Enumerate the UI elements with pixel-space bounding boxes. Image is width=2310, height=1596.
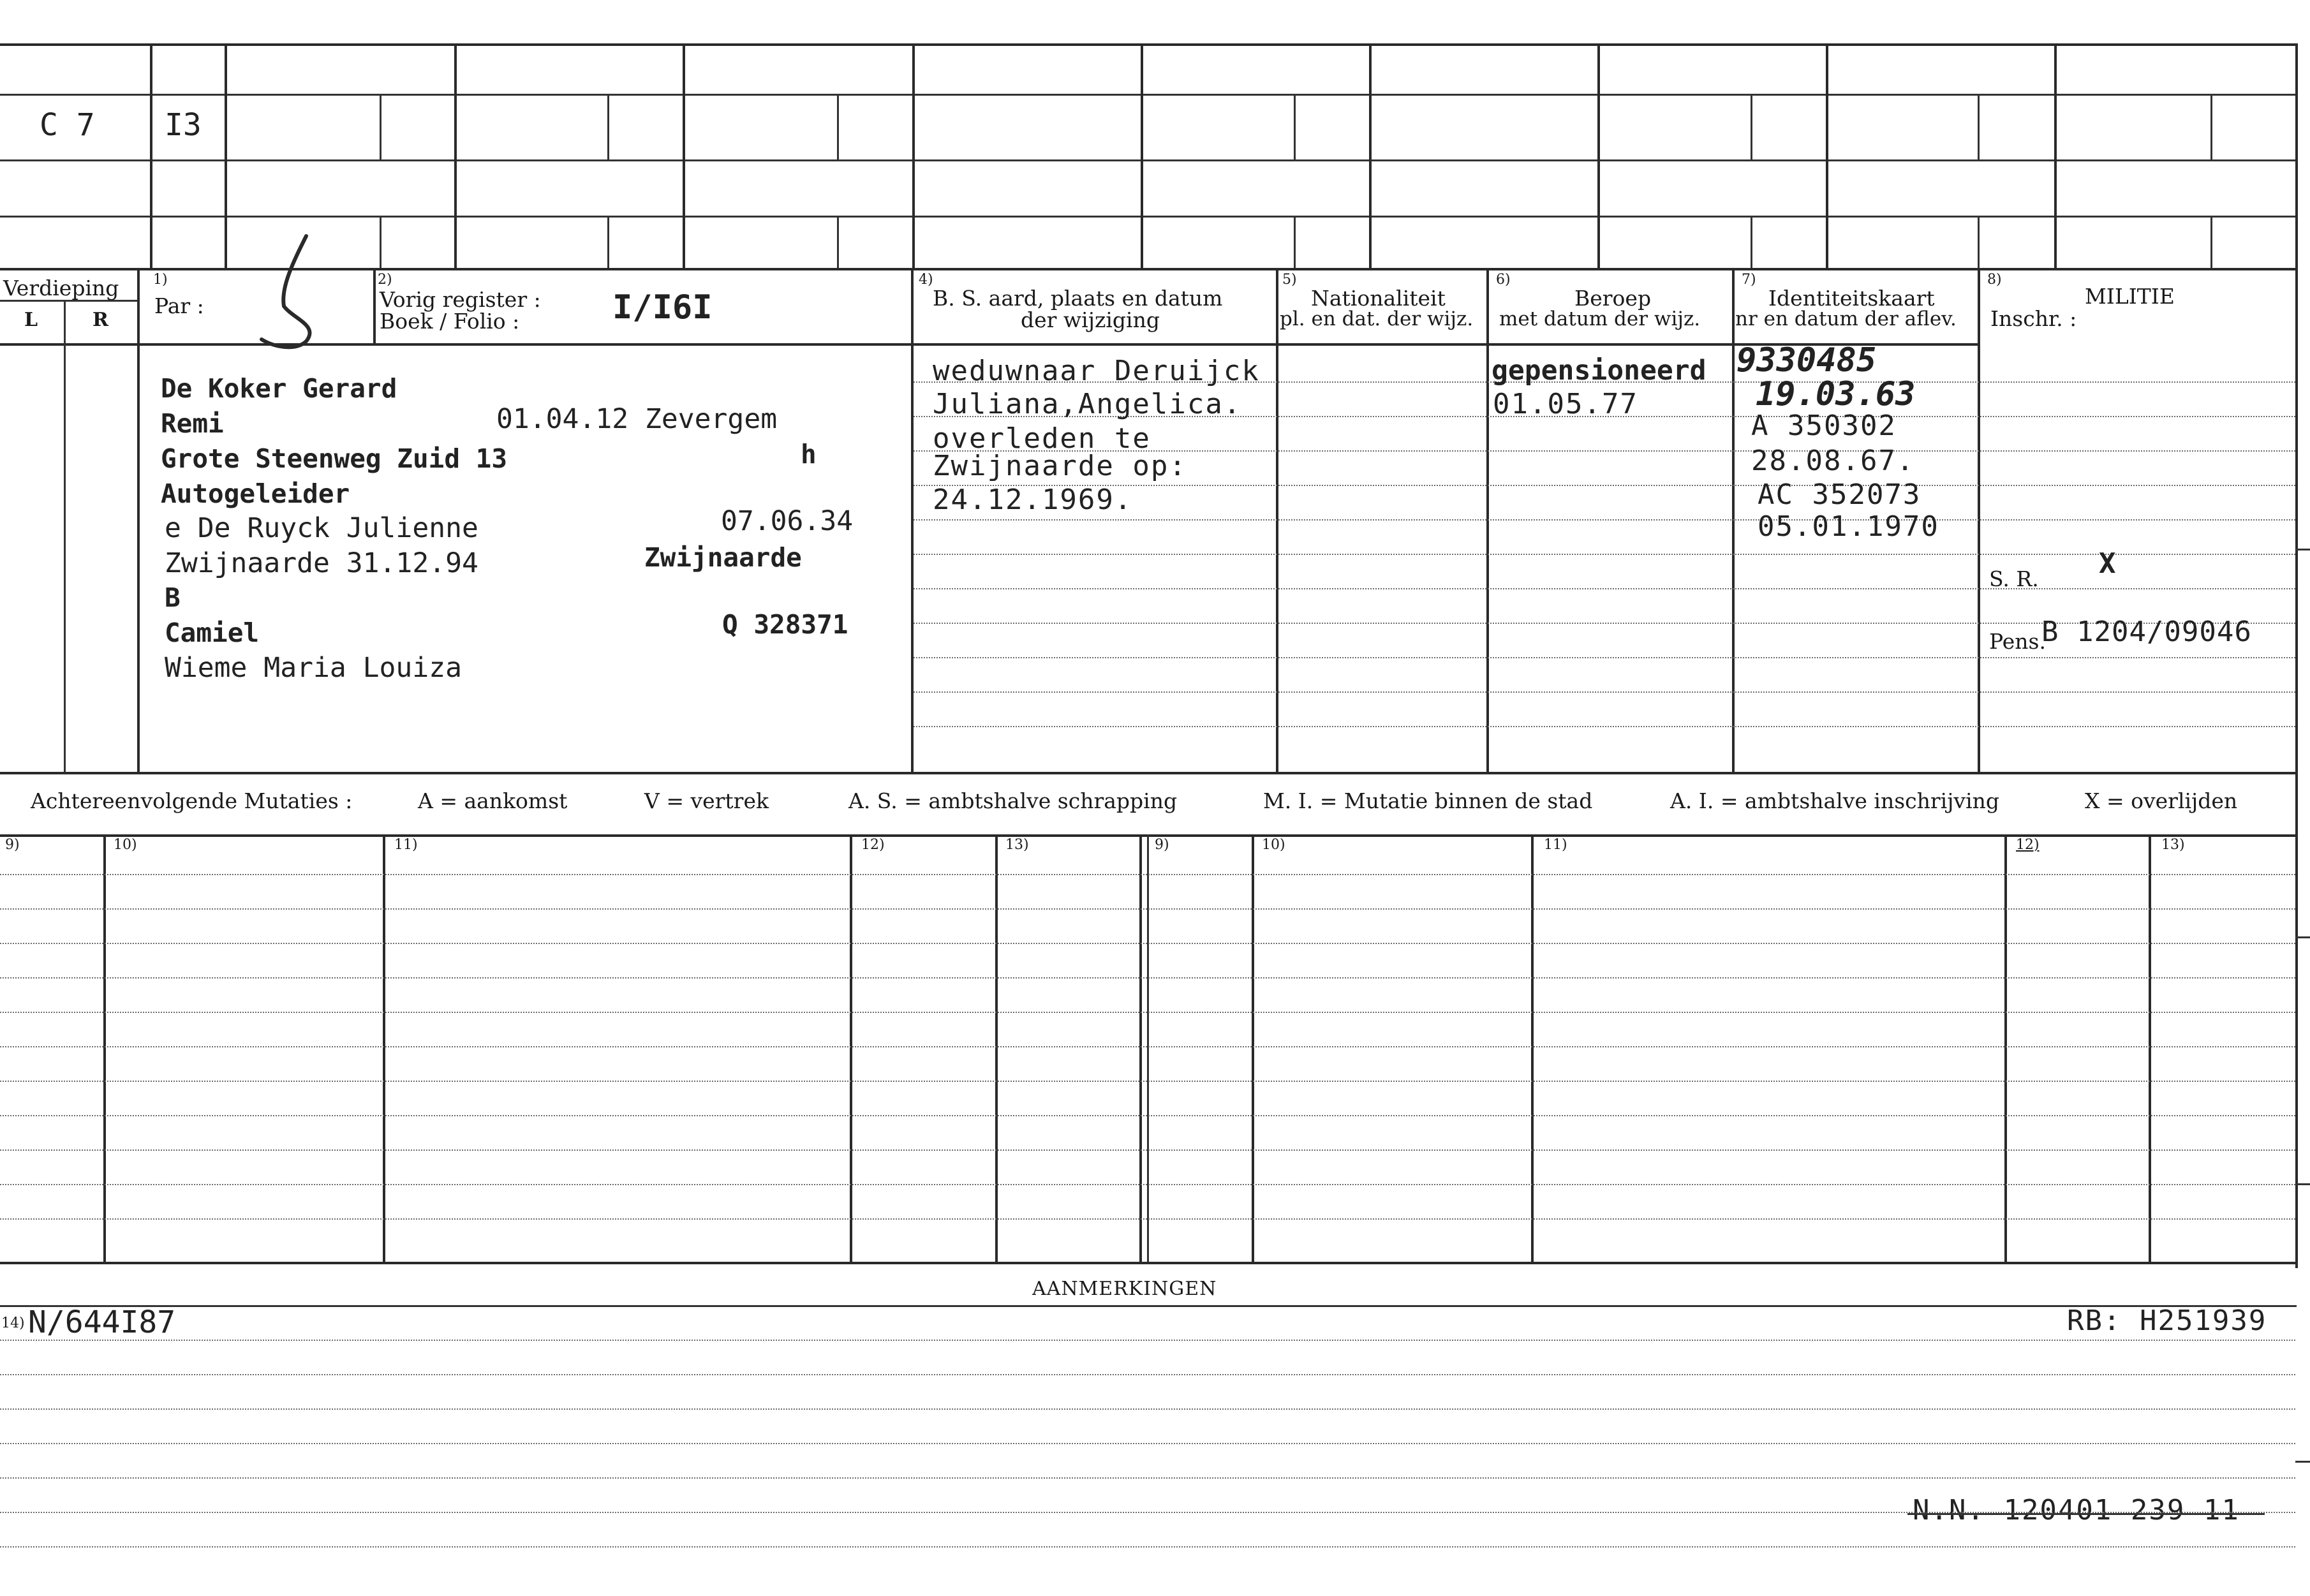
margin-tick [2295,936,2310,938]
grid-code-left: C 7 [40,107,95,143]
bs-change-line-1: weduwnaar Deruijck [933,355,1260,387]
remarks-right-code: RB: H251939 [2067,1304,2267,1337]
col2-value: I/I6I [612,288,713,327]
bs-change-line-4: Zwijnaarde op: [933,450,1187,482]
pens-value: B 1204/09046 [2041,616,2252,648]
verdieping-split [64,300,66,772]
top-grid-line [0,94,2297,96]
legend-item-schrapping: A. S. = ambtshalve schrapping [848,788,1178,813]
mutation-col-line [1147,834,1149,1262]
mutation-col-line [850,834,852,1262]
col1-label: Par : [154,293,204,318]
person-line-1: De Koker Gerard [161,373,397,404]
col6-number: 6) [1496,272,1511,288]
col7-label-1: Identiteitskaart [1768,286,1935,311]
identity-number-2: A 350302 [1751,410,1897,442]
top-grid-subline [837,216,839,268]
bs-change-line-2: Juliana,Angelica. [933,388,1242,420]
mutation-col-line [1531,834,1534,1262]
mutation-col-line [2149,834,2151,1262]
national-number-strike [1907,1513,2265,1515]
top-grid-vline [1141,43,1143,268]
ruled-line [0,1512,2295,1513]
ruled-line [0,1149,2295,1151]
col5-number: 5) [1282,272,1297,288]
ruled-line [0,1046,2295,1047]
ruled-line [0,1081,2295,1082]
col8-label-2: Inschr. : [1990,306,2077,331]
top-grid-subline [380,94,381,159]
top-grid-subline [2210,216,2212,268]
ruled-line [0,908,2295,910]
ruled-line [0,1374,2295,1375]
col4-label-2: der wijziging [1021,307,1160,332]
top-grid-subline [607,94,609,159]
top-grid-line [0,216,2297,218]
top-grid-subline [1978,216,1980,268]
identity-date-2: 28.08.67. [1751,445,1915,477]
ruled-line [0,977,2295,979]
national-number: N.N. 120401 239 11 [1913,1494,2240,1526]
col4-label-1: B. S. aard, plaats en datum [933,286,1223,311]
ruled-line [0,943,2295,944]
ruled-line [0,874,2295,875]
verdieping-l: L [24,309,38,331]
identity-number-3: AC 352073 [1758,478,1921,511]
sr-label: S. R. [1989,566,2039,591]
ruled-line [0,1184,2295,1185]
bs-change-line-5: 24.12.1969. [933,484,1133,516]
person-line-4: Autogeleider [161,478,350,509]
marriage-place: Zwijnaarde [644,542,802,573]
person-line-8: Camiel [165,617,260,648]
legend-item-aankomst: A = aankomst [418,788,568,813]
col6-label-1: Beroep [1574,286,1652,311]
top-grid-subline [380,216,381,268]
col8-number: 8) [1987,272,2002,288]
verdieping-label: Verdieping [3,276,119,300]
ruled-line [914,588,2295,589]
top-grid-subline [837,94,839,159]
remarks-number: 14) [1,1315,25,1331]
top-grid-subline [1751,94,1752,159]
top-grid-vline [2295,43,2298,1268]
col6-label-2: met datum der wijz. [1499,307,1701,330]
pens-label: Pens. [1989,629,2046,654]
ruled-line [0,1443,2295,1444]
verdieping-r: R [93,309,108,331]
identity-date-1: 19.03.63 [1756,375,1916,413]
mutation-col-12-left: 12) [861,837,885,853]
remarks-header-line [0,1305,2297,1307]
top-grid-subline [1751,216,1752,268]
marker-h: h [801,439,817,469]
top-grid-vline [1597,43,1600,268]
legend-item-inschrijving: A. I. = ambtshalve inschrijving [1670,788,2000,813]
person-line-9: Wieme Maria Louiza [165,652,462,684]
top-grid-vline [1369,43,1372,268]
mutation-col-line [2004,834,2007,1262]
top-grid-vline [150,43,152,268]
mutation-col-line [383,834,385,1262]
ruled-line [0,1546,2295,1548]
person-line-6: Zwijnaarde 31.12.94 [165,547,478,579]
legend-item-overlijden: X = overlijden [2085,788,2238,813]
margin-tick [2295,549,2310,550]
legend-item-mutatie: M. I. = Mutatie binnen de stad [1263,788,1593,813]
identity-date-3: 05.01.1970 [1758,510,1939,543]
ruled-line [0,1012,2295,1013]
top-grid-line [0,159,2297,161]
col4-number: 4) [919,272,933,288]
col1-line [137,268,140,772]
mutation-col-line [1252,834,1254,1262]
remarks-left-code: N/644I87 [28,1304,176,1340]
identity-number-1: 9330485 [1736,341,1877,380]
ruled-line [0,1477,2295,1479]
mutation-col-9-left: 9) [5,837,20,853]
top-grid-vline [1826,43,1828,268]
margin-tick [2295,1461,2310,1463]
beroep-line-2: 01.05.77 [1493,388,1638,420]
col5-label-2: pl. en dat. der wijz. [1280,307,1474,330]
top-grid-vline [225,43,227,268]
remarks-title: AANMERKINGEN [1032,1278,1217,1300]
mutation-col-11-left: 11) [394,837,418,853]
top-grid-line [0,43,2297,46]
par-signature-mark [249,230,338,364]
remarks-top-line [0,1262,2297,1264]
col2-number: 2) [378,272,392,288]
mutation-col-10-right: 10) [1262,837,1285,853]
col8-label-1: MILITIE [2085,284,2175,309]
col2-label-1: Vorig register : [380,287,541,312]
col5-label-1: Nationaliteit [1311,286,1446,311]
id-code: Q 328371 [722,609,848,640]
person-line-7: B [165,582,181,613]
top-grid-subline [607,216,609,268]
ruled-line [914,657,2295,658]
legend-item-vertrek: V = vertrek [644,788,769,813]
col2-label-2: Boek / Folio : [380,309,520,334]
legend-top-line [0,772,2297,774]
mutation-col-13-right: 13) [2161,837,2185,853]
grid-code-mid: I3 [165,107,202,143]
ruled-line [914,519,2295,521]
ruled-line [0,1115,2295,1116]
person-line-5: e De Ruyck Julienne [165,512,478,544]
ruled-line [914,554,2295,555]
ruled-line [0,1218,2295,1220]
margin-tick [2295,1183,2310,1185]
col2-line [373,268,376,343]
mutation-col-line [103,834,106,1262]
ruled-line [914,726,2295,727]
col7-number: 7) [1742,272,1756,288]
person-line-3: Grote Steenweg Zuid 13 [161,443,508,474]
top-grid-line [0,268,2297,270]
col7-label-2: nr en datum der aflev. [1735,307,1957,330]
mutation-col-line [995,834,998,1262]
top-grid-subline [2210,94,2212,159]
beroep-line-1: gepensioneerd [1492,355,1707,387]
mutation-col-12-right: 12) [2016,837,2040,853]
mutation-col-line [1139,834,1142,1262]
ruled-line [0,1340,2295,1341]
mutation-col-11-right: 11) [1544,837,1567,853]
bs-change-line-3: overleden te [933,422,1151,455]
top-grid-vline [2054,43,2057,268]
top-grid-vline [683,43,685,268]
person-line-2: Remi [161,408,224,439]
mutation-col-10-left: 10) [114,837,137,853]
marriage-date: 07.06.34 [721,505,854,537]
ruled-line [914,691,2295,693]
mutation-col-13-left: 13) [1005,837,1029,853]
mutation-col-9-right: 9) [1155,837,1169,853]
top-grid-subline [1294,94,1296,159]
legend-title: Achtereenvolgende Mutaties : [31,788,353,813]
col1-number: 1) [153,272,168,288]
ruled-line [0,1408,2295,1410]
top-grid-vline [454,43,457,268]
top-grid-subline [1294,216,1296,268]
top-grid-vline [912,43,915,268]
top-grid-subline [1978,94,1980,159]
birth-date-place: 01.04.12 Zevergem [496,403,778,435]
sr-value: X [2099,547,2116,580]
